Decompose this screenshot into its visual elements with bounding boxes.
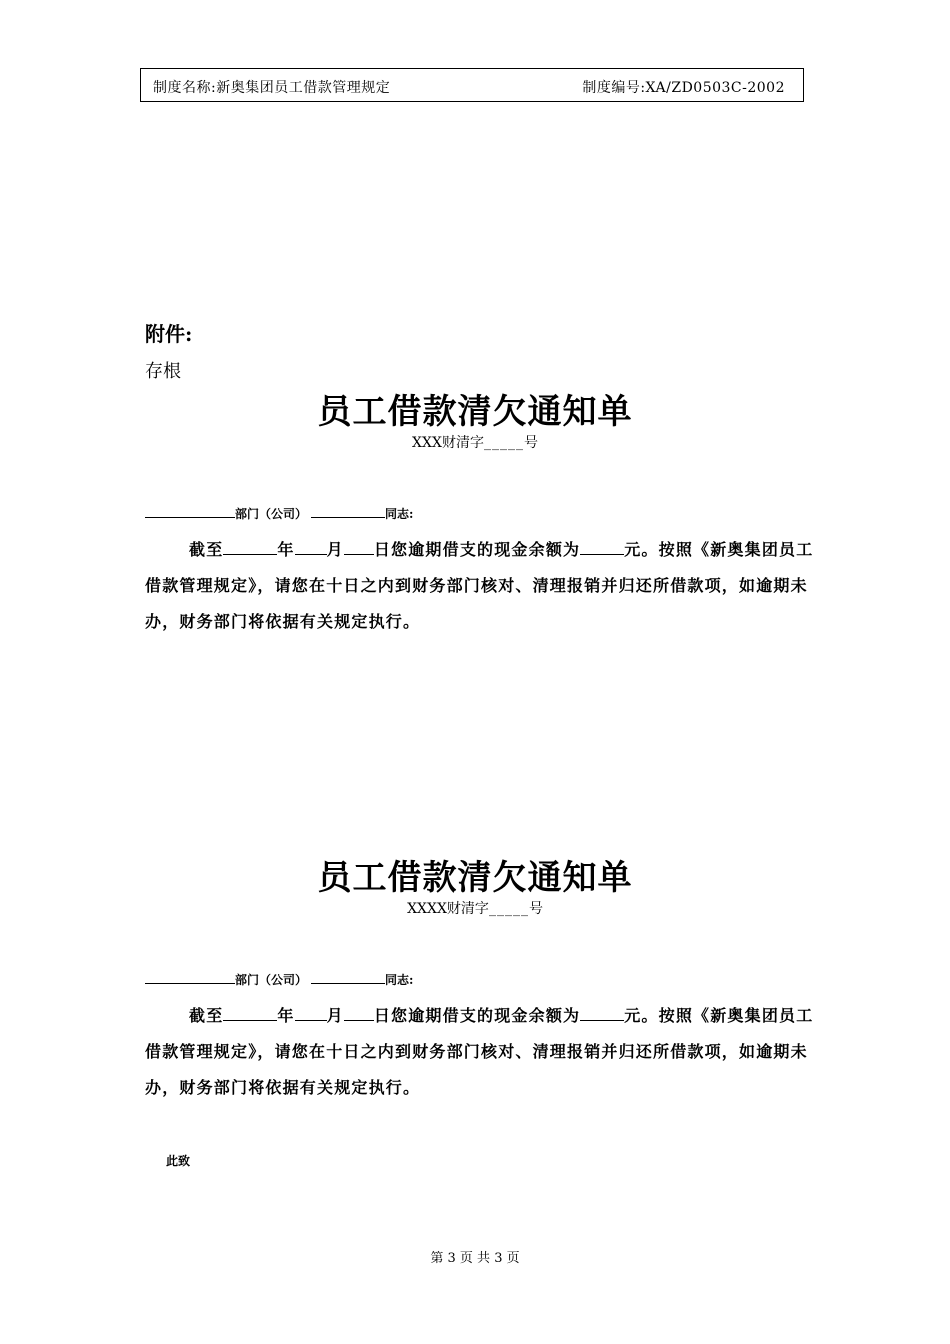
day-blank (344, 538, 374, 555)
body-t5: 元。按照《新奥集团员工借款管理规定》，请您在十日之内到财务部门核对、清理报销并归还所借款项，如逾期未办，财务部门将依据有关规定执行。 (145, 540, 814, 631)
closing-salutation: 此致 (166, 1154, 191, 1168)
notice-2-title: 员工借款清欠通知单 (317, 858, 633, 898)
notice-2-addressee (145, 971, 413, 988)
day-blank (344, 1004, 374, 1021)
doc-number-prefix: XXXX财清字 (407, 901, 489, 917)
body-t2: 年 (277, 540, 295, 559)
notice-1-title: 员工借款清欠通知单 (317, 392, 633, 432)
comrade-label: 同志: (385, 507, 414, 521)
year-blank (223, 1004, 277, 1021)
month-blank (295, 1004, 327, 1021)
policy-name: 制度名称:新奥集团员工借款管理规定 (153, 80, 391, 96)
department-label: 部门（公司） (235, 507, 308, 521)
notice-2-body (145, 998, 817, 1106)
amount-blank (580, 538, 624, 555)
doc-number-suffix: 号 (523, 435, 538, 451)
body-t2: 年 (277, 1006, 295, 1025)
body-t5: 元。按照《新奥集团员工借款管理规定》，请您在十日之内到财务部门核对、清理报销并归还所借款项，如逾期未办，财务部门将依据有关规定执行。 (145, 1006, 814, 1097)
department-blank (145, 505, 235, 518)
name-blank (311, 971, 385, 984)
department-blank (145, 971, 235, 984)
body-t4: 日您逾期借支的现金余额为 (373, 1006, 581, 1025)
policy-number: 制度编号:XA/ZD0503C-2002 (582, 80, 785, 96)
doc-number-suffix: 号 (528, 901, 543, 917)
notice-2-doc-number (0, 898, 950, 918)
amount-blank (580, 1004, 624, 1021)
page-footer: 第 3 页 共 3 页 (430, 1251, 520, 1266)
comrade-label: 同志: (385, 973, 414, 987)
body-t4: 日您逾期借支的现金余额为 (373, 540, 581, 559)
body-t3: 月 (326, 540, 344, 559)
month-blank (295, 538, 327, 555)
stub-label: 存根 (145, 361, 181, 382)
doc-number-prefix: XXX财清字 (412, 435, 484, 451)
body-t1: 截至 (189, 540, 224, 559)
notice-1-body (145, 532, 817, 640)
document-header (140, 68, 804, 102)
doc-number-blank: _____ (488, 901, 529, 917)
body-t3: 月 (326, 1006, 344, 1025)
name-blank (311, 505, 385, 518)
year-blank (223, 538, 277, 555)
doc-number-blank: _____ (483, 435, 524, 451)
attachment-label: 附件: (145, 322, 193, 346)
notice-1-doc-number (0, 432, 950, 452)
department-label: 部门（公司） (235, 973, 308, 987)
body-t1: 截至 (189, 1006, 224, 1025)
notice-1-addressee (145, 505, 413, 522)
